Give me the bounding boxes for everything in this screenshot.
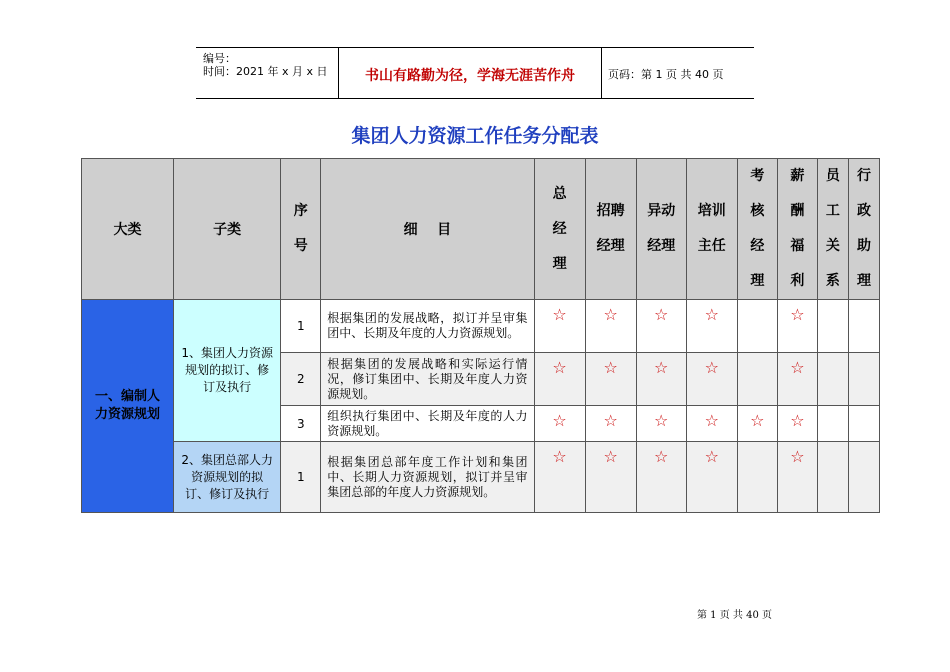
star-mark-icon: ☆ <box>585 353 636 406</box>
col-role: 行 政 助 理 <box>848 159 879 300</box>
task-table <box>81 158 880 513</box>
star-mark-icon: ☆ <box>686 406 737 442</box>
detail-cell: 根据集团总部年度工作计划和集团中、长期人力资源规划，拟订并呈审集团总部的年度人力资源规划。 <box>321 442 534 513</box>
star-mark-icon: ☆ <box>534 406 585 442</box>
empty-cell <box>737 300 777 353</box>
empty-cell <box>848 300 879 353</box>
star-mark-icon: ☆ <box>585 300 636 353</box>
empty-cell <box>848 353 879 406</box>
star-mark-icon: ☆ <box>777 353 817 406</box>
star-mark-icon: ☆ <box>636 353 686 406</box>
star-mark-icon: ☆ <box>686 442 737 513</box>
empty-cell <box>737 353 777 406</box>
detail-cell: 组织执行集团中、长期及年度的人力资源规划。 <box>321 406 534 442</box>
category-cell: 一、编制人力资源规划 <box>82 300 174 513</box>
col-category: 大类 <box>82 159 174 300</box>
col-role: 员 工 关 系 <box>817 159 848 300</box>
star-mark-icon: ☆ <box>777 300 817 353</box>
page-label: 页码：第 1 页 共 40 页 <box>608 68 724 81</box>
detail-cell: 根据集团的发展战略，拟订并呈审集团中、长期及年度的人力资源规划。 <box>321 300 534 353</box>
star-mark-icon: ☆ <box>777 442 817 513</box>
star-mark-icon: ☆ <box>534 442 585 513</box>
seq-cell: 3 <box>281 406 321 442</box>
col-subcategory: 子类 <box>174 159 281 300</box>
empty-cell <box>817 300 848 353</box>
col-role: 招聘 经理 <box>585 159 636 300</box>
star-mark-icon: ☆ <box>686 353 737 406</box>
time-label: 时间：2021 年 x 月 x 日 <box>203 65 328 78</box>
page-footer: 第 1 页 共 40 页 <box>697 610 772 621</box>
col-detail: 细 目 <box>321 159 534 300</box>
subcategory-cell: 1、集团人力资源规划的拟订、修订及执行 <box>174 300 281 442</box>
star-mark-icon: ☆ <box>534 353 585 406</box>
empty-cell <box>817 353 848 406</box>
empty-cell <box>848 406 879 442</box>
empty-cell <box>848 442 879 513</box>
star-mark-icon: ☆ <box>585 442 636 513</box>
header-meta <box>196 48 338 98</box>
table-row <box>82 442 880 513</box>
star-mark-icon: ☆ <box>686 300 737 353</box>
star-mark-icon: ☆ <box>534 300 585 353</box>
subcategory-cell: 2、集团总部人力资源规划的拟订、修订及执行 <box>174 442 281 513</box>
table-row <box>82 300 880 353</box>
document-header <box>196 47 754 99</box>
star-mark-icon: ☆ <box>636 406 686 442</box>
seq-cell: 1 <box>281 300 321 353</box>
header-page <box>601 48 754 98</box>
col-role: 薪 酬 福 利 <box>777 159 817 300</box>
empty-cell <box>817 442 848 513</box>
empty-cell <box>817 406 848 442</box>
col-role: 异动 经理 <box>636 159 686 300</box>
empty-cell <box>737 442 777 513</box>
seq-cell: 1 <box>281 442 321 513</box>
star-mark-icon: ☆ <box>737 406 777 442</box>
star-mark-icon: ☆ <box>585 406 636 442</box>
header-motto <box>338 48 602 98</box>
col-role: 总 经 理 <box>534 159 585 300</box>
page-title: 集团人力资源工作任务分配表 <box>351 125 599 147</box>
detail-cell: 根据集团的发展战略和实际运行情况，修订集团中、长期及年度人力资源规划。 <box>321 353 534 406</box>
col-role: 考 核 经 理 <box>737 159 777 300</box>
star-mark-icon: ☆ <box>636 300 686 353</box>
col-role: 培训 主任 <box>686 159 737 300</box>
seq-cell: 2 <box>281 353 321 406</box>
number-label: 编号： <box>203 52 236 65</box>
star-mark-icon: ☆ <box>636 442 686 513</box>
col-seq: 序 号 <box>281 159 321 300</box>
star-mark-icon: ☆ <box>777 406 817 442</box>
table-header-row <box>82 159 880 300</box>
motto-text: 书山有路勤为径，学海无涯苦作舟 <box>365 68 575 84</box>
